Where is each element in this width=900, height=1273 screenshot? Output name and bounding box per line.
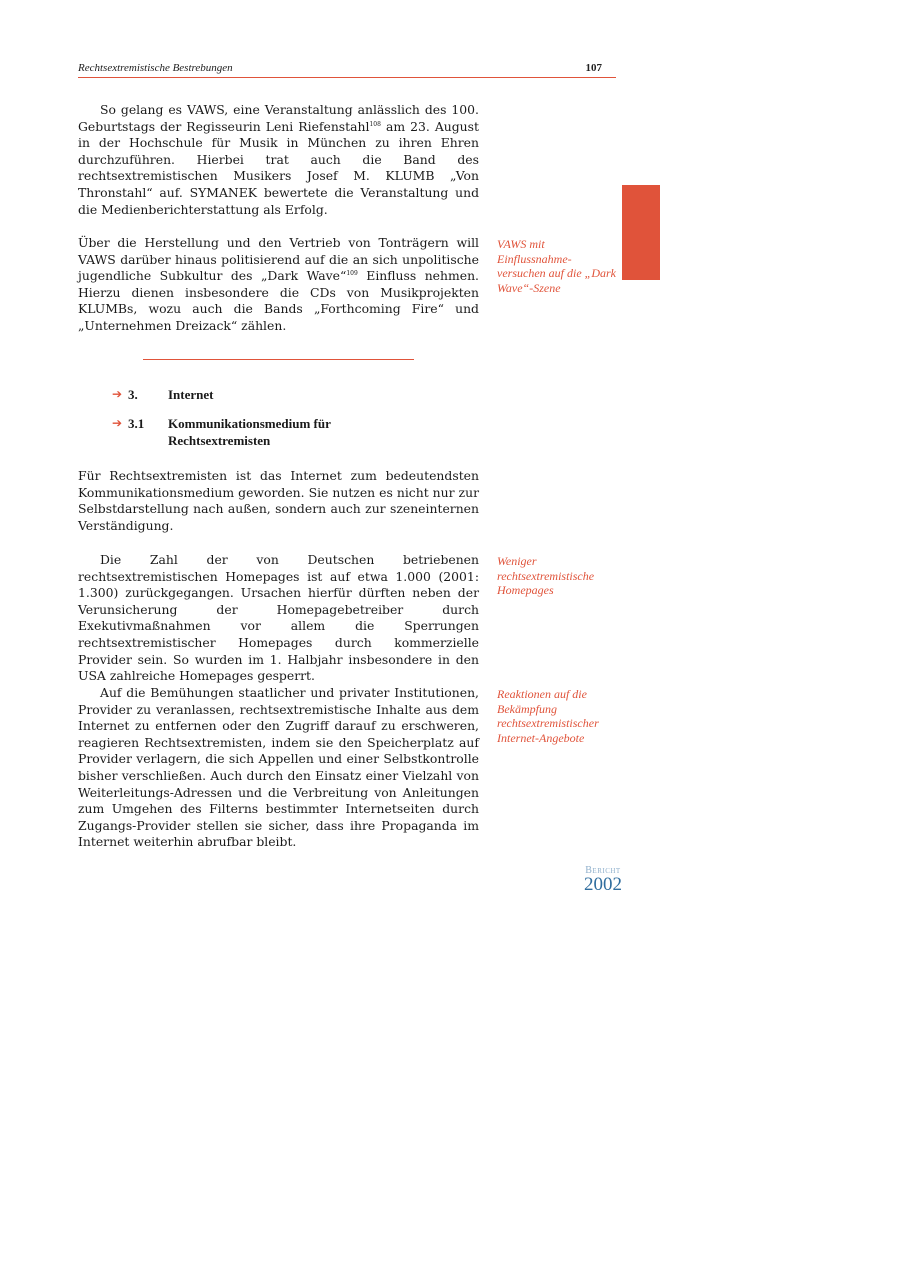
chapter-color-tab <box>622 185 660 280</box>
section-divider <box>143 359 414 360</box>
margin-note-reaktionen: Reaktionen auf die Bekämpfung rechtsextremistischer Internet-Angebote <box>497 687 599 745</box>
subsection-number: 3.1 <box>128 416 145 431</box>
paragraph-internet-medium <box>78 468 479 534</box>
paragraph-vaws-event <box>78 102 479 218</box>
paragraph-homepages <box>78 552 479 685</box>
running-header <box>78 62 616 78</box>
paragraph-text: Auf die Bemühungen staatlicher und privater Institutionen, Provider zu veranlassen, rechtsextremistische Inhalte aus dem Internet zu entfernen oder den Zugriff darauf zu erschweren, reagieren Rechtsextremisten, indem sie den Speicherplatz auf Provider verlagern, die sich Appellen und einer Selbstkontrolle bisher verschließen. Auch durch den Einsatz einer Vielzahl von Weiterleitungs-Adressen und die Verbreitung von Anleitungen zum Umgehen des Filterns bestimmter Internetseiten durch Zugangs-Provider stellen sie sicher, dass ihre Propaganda im Internet weiterhin abrufbar bleibt. <box>78 685 479 850</box>
subsection-heading-kommunikationsmedium <box>112 415 452 449</box>
paragraph-text: So gelang es VAWS, eine Veranstaltung anlässlich des 100. Geburtstags der Regisseurin Leni Riefenstahl <box>78 102 479 134</box>
logo-word: Bericht <box>585 865 621 876</box>
section-title: Internet <box>168 387 214 402</box>
arrow-right-icon: ➔ <box>112 416 123 430</box>
footnote-ref-109: 109 <box>346 270 358 278</box>
subsection-title: Kommunikationsmedium für Rechtsextremisten <box>168 416 331 448</box>
paragraph-text: Für Rechtsextremisten ist das Internet zum bedeutendsten Kommunikationsmedium geworden. Sie nutzen es nicht nur zur Selbstdarstellung nach außen, sondern auch zur szeneinternen Verständigung. <box>78 468 479 533</box>
paragraph-text: Einfluss nehmen. Hierzu dienen insbesondere die CDs von Musikprojekten KLUMBs, wozu auch die Bands „Forthcoming Fire“ und „Unternehmen Dreizack“ zählen. <box>78 268 480 333</box>
margin-note-homepages: Weniger rechtsextremistische Homepages <box>497 554 595 598</box>
paragraph-text: Über die Herstellung und den Vertrieb von Tonträgern will VAWS darüber hinaus politisierend auf die an sich unpolitische jugendliche Subkultur des „Dark Wave“ <box>78 235 479 284</box>
paragraph-vaws-dark-wave <box>78 235 479 335</box>
paragraph-text: am 23. August in der Hochschule für Musik in München zu ihren Ehren durchzuführen. Hierbei trat auch die Band des rechtsextremistischen Musikers Josef M. KLUMB „Von Thronstahl“ auf. SYMANEK bewertete die Veranstaltung und die Medienberichterstattung als Erfolg. <box>78 118 479 217</box>
arrow-right-icon: ➔ <box>112 387 123 401</box>
margin-note-vaws: VAWS mit Einflussnahme-versuchen auf die „Dark Wave“-Szene <box>497 237 616 295</box>
section-heading-internet <box>112 386 452 403</box>
page-number: 107 <box>585 62 602 74</box>
paragraph-provider-reactions <box>78 685 479 851</box>
footnote-ref-108: 108 <box>369 120 381 128</box>
bericht-2002-logo <box>577 865 629 894</box>
section-number: 3. <box>128 387 138 402</box>
paragraph-text: Die Zahl der von Deutschen betriebenen rechtsextremistischen Homepages ist auf etwa 1.000 (2001: 1.300) zurückgegangen. Ursachen hierfür dürften neben der Verunsicherung der Homepagebetreiber durch Exekutivmaßnahmen vor allem die Sperrungen rechtsextremistischer Homepages durch kommerzielle Provider sein. So wurden im 1. Halbjahr insbesondere in den USA zahlreiche Homepages gesperrt. <box>78 552 479 684</box>
running-title: Rechtsextremistische Bestrebungen <box>78 62 233 74</box>
logo-year: 2002 <box>584 874 622 895</box>
